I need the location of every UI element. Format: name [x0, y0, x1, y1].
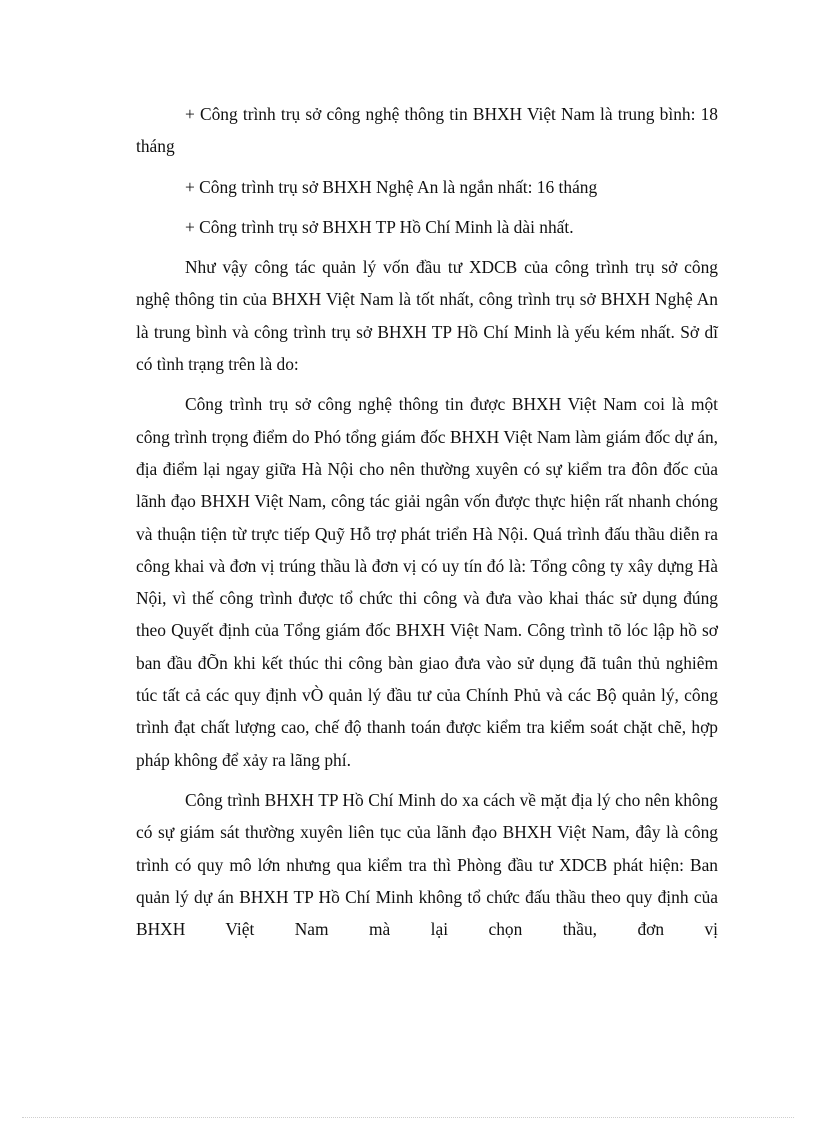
paragraph-duration-hcm: + Công trình trụ sở BHXH TP Hồ Chí Minh là dài nhất.: [185, 216, 574, 237]
paragraph-hcm-analysis: Công trình BHXH TP Hồ Chí Minh do xa cách về mặt địa lý cho nên không có sự giám sát thường xuyên liên tục của lãnh đạo BHXH Việt Nam, đây là công trình có quy mô lớn nhưng qua kiểm tra thì Phòng đầu tư XDCB phát hiện: Ban quản lý dự án BHXH TP Hồ Chí Minh không tổ chức đấu thầu theo quy định của BHXH Việt Nam mà lại chọn thầu, đơn vị: [136, 789, 718, 940]
paragraph-duration-it-building: + Công trình trụ sở công nghệ thông tin BHXH Việt Nam là trung bình: 18 tháng: [136, 104, 718, 157]
paragraph-it-building-analysis: Công trình trụ sở công nghệ thông tin được BHXH Việt Nam coi là một công trình trọng điểm do Phó tổng giám đốc BHXH Việt Nam làm giám đốc dự án, địa điểm lại ngay giữa Hà Nội cho nên thường xuyên có sự kiểm tra đôn đốc của lãnh đạo BHXH Việt Nam, công tác giải ngân vốn được thực hiện rất nhanh chóng và thuận tiện từ trực tiếp Quỹ Hỗ trợ phát triển Hà Nội. Quá trình đấu thầu diễn ra công khai và đơn vị trúng thầu là đơn vị có uy tín đó là: Tổng công ty xây dựng Hà Nội, vì thế công trình được tổ chức thi công và đưa vào khai thác sử dụng đúng theo Quyết định của Tổng giám đốc BHXH Việt Nam. Công trình tõ lóc lập hồ sơ ban đầu đÕn khi kết thúc thi công bàn giao đưa vào sử dụng đã tuân thủ nghiêm túc tất cả các quy định vÒ quản lý đầu tư của Chính Phủ và các Bộ quản lý, công trình đạt chất lượng cao, chế độ thanh toán được kiểm tra kiểm soát chặt chẽ, hợp pháp không để xảy ra lãng phí.: [136, 394, 718, 770]
paragraph-duration-nghe-an: + Công trình trụ sở BHXH Nghệ An là ngắn nhất: 16 tháng: [185, 176, 598, 197]
document-body: [136, 98, 718, 953]
page-bottom-divider: [22, 1117, 794, 1118]
paragraph-summary: Như vậy công tác quản lý vốn đầu tư XDCB của công trình trụ sở công nghệ thông tin của BHXH Việt Nam là tốt nhất, công trình trụ sở BHXH Nghệ An là trung bình và công trình trụ sở BHXH TP Hồ Chí Minh là yếu kém nhất. Sở dĩ có tình trạng trên là do:: [136, 257, 718, 375]
